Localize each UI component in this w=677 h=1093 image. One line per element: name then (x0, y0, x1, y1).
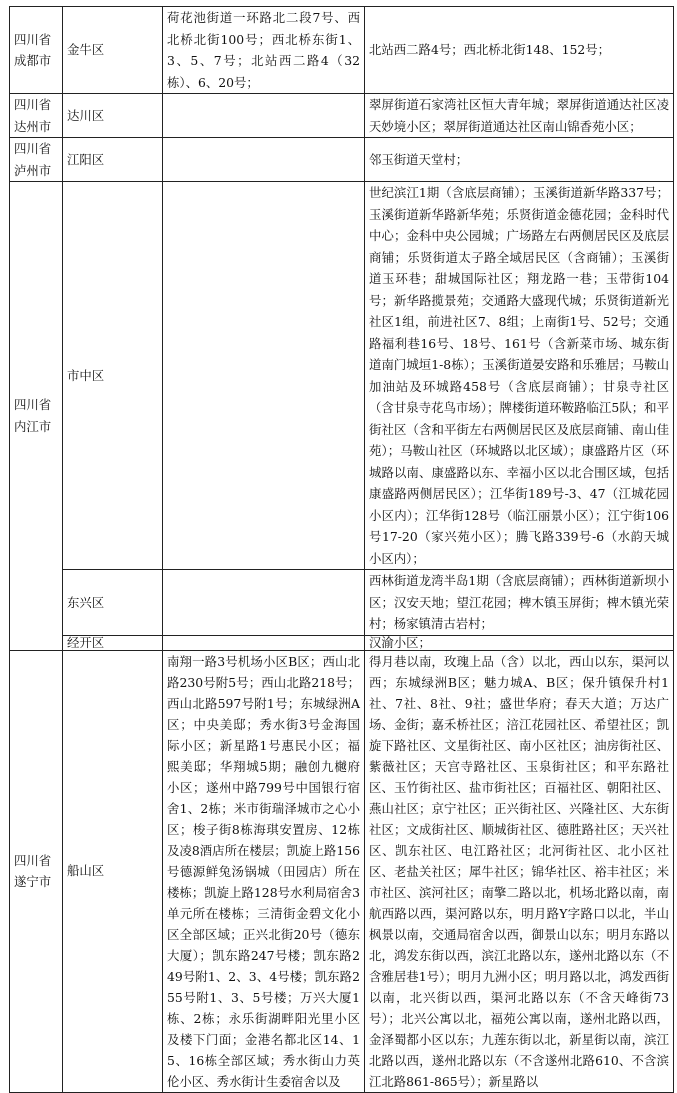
area-list-cell (163, 94, 365, 138)
province-text: 四川省遂宁市 (14, 852, 52, 889)
district-text: 达川区 (67, 107, 105, 123)
district-text: 金牛区 (67, 42, 105, 58)
district-cell (63, 182, 163, 570)
province-text: 四川省成都市 (14, 31, 52, 68)
district-cell (63, 138, 163, 182)
table-row (10, 94, 674, 138)
table-row (10, 650, 674, 1092)
district-text: 市中区 (67, 367, 105, 383)
area-list-cell (365, 182, 674, 570)
district-cell (63, 94, 163, 138)
table-row (10, 570, 674, 636)
area-list-cell (163, 570, 365, 636)
table-row (10, 7, 674, 94)
area-list-text: 世纪滨江1期（含底层商铺）；玉溪街道新华路337号；玉溪街道新华路新华苑；乐贤街道金德花园；金科时代中心；金科中央公园城；广场路左右两侧居民区及底层商铺；乐贤街道太子路全域居民区（含商铺）；玉溪街道玉环巷；甜城国际社区；翔龙路一巷；玉带街104号；新华路揽景苑；交通路大盛现代城；乐贤街道新光社区1组，前进社区7、8组；上南街1号、52号；交通路福利巷16号、18号、161号（含新菜市场、城东街道南门城垣1-8栋）；玉溪街道晏安路和乐雅居；马鞍山加油站及环城路458号（含底层商铺）；甘泉寺社区（含甘泉寺花鸟市场）；牌楼街道环鞍路临江5队；和平街社区（含和平街左右两侧居民区及底层商铺、南山佳苑）；马鞍山社区（环城路以北区域）；康盛路片区（环城路以南、康盛路以东、幸福小区以北合围区域，包括康盛路两侧居民区）；江华街189号-3、47（江城花园小区内）；江华街128号（临江丽景小区）；江宁街106号17-20（家兴苑小区）；腾飞路339号-6（水韵天城小区内）； (369, 185, 669, 566)
area-list-cell (365, 570, 674, 636)
province-cell (10, 94, 63, 138)
area-list-text: 西林街道龙湾半岛1期（含底层商铺）；西林街道新坝小区；汉安天地；望江花园；椑木镇玉屏街；椑木镇光荣村；杨家镇清古岩村； (369, 573, 669, 631)
district-cell (63, 7, 163, 94)
district-text: 江阳区 (67, 151, 105, 167)
area-list-cell (163, 138, 365, 182)
district-text: 经开区 (67, 634, 105, 650)
area-list-cell (365, 94, 674, 138)
area-list-cell (365, 635, 674, 650)
area-list-text: 邻玉街道天堂村； (369, 151, 469, 167)
district-cell (63, 650, 163, 1092)
area-list-cell (163, 7, 365, 94)
area-list-text: 翠屏街道石家湾社区恒大青年城；翠屏街道通达社区凌天妙境小区；翠屏街道通达社区南山锦香苑小区； (369, 97, 669, 134)
province-text: 四川省泸州市 (14, 141, 52, 178)
province-cell (10, 7, 63, 94)
district-cell (63, 635, 163, 650)
area-list-text: 北站西二路4号；西北桥北街148、152号； (369, 42, 611, 58)
district-cell (63, 570, 163, 636)
area-list-cell (365, 7, 674, 94)
area-list-text: 荷花池街道一环路北二段7号、西北桥北街100号；西北桥东街1、3、5、7号；北站西二路4（32栋）、6、20号； (167, 10, 360, 90)
district-text: 船山区 (67, 863, 105, 879)
province-cell (10, 138, 63, 182)
province-cell (10, 182, 63, 651)
area-list-cell (163, 635, 365, 650)
area-list-cell (163, 650, 365, 1092)
area-list-text: 南翔一路3号机场小区B区；西山北路230号附5号；西山北路218号；西山北路597号附1号；东城绿洲A区；中央美邸；秀水街3号金海国际小区；新星路1号惠民小区；福熙美邸；华翔城5期；融创九樾府小区；遂州中路799号中国银行宿舍1、2栋；米市街瑞泽城市之心小区；梭子街8栋海琪安置房、12栋及凌8酒店所在楼层；凯旋上路156号德源鲜兔汤锅城（田园店）所在楼栋；凯旋上路128号水利局宿舍3单元所在楼栋；三清街金碧文化小区全部区域；正兴北街20号（德东大厦）；凯东路247号楼；凯东路249号附1、2、3、4号楼；凯东路255号附1、3、5号楼；万兴大厦1栋、2栋；永乐街湖畔阳光里小区及楼下门面；金港名都北区14、15、16栋全部区域；秀水街山力英伦小区、秀水街计生委宿舍以及 (167, 653, 360, 1089)
area-table (9, 6, 674, 1093)
area-list-cell (163, 182, 365, 570)
district-text: 东兴区 (67, 594, 105, 610)
province-text: 四川省达州市 (14, 97, 52, 134)
province-text: 四川省内江市 (14, 397, 52, 434)
area-list-cell (365, 650, 674, 1092)
table-row (10, 635, 674, 650)
area-list-cell (365, 138, 674, 182)
area-list-text: 汉渝小区； (369, 634, 431, 650)
area-list-text: 得月巷以南，玫瑰上品（含）以北，西山以东，渠河以西；东城绿洲B区；魅力城A、B区；保升镇保升村1社、7社、8社、9社；盛世华府；春天大道；万达广场、金街；嘉禾桥社区；涪江花园社区、希望社区；凯旋下路社区、文星街社区、南小区社区；油房街社区、紫薇社区；天宫寺路社区、玉泉街社区；和平东路社区、玉竹街社区、盐市街社区；百福社区、朝阳社区、燕山社区；京宁社区；正兴街社区、兴隆社区、大东街社区；文成街社区、顺城街社区、德胜路社区；天兴社区、凯东社区、电江路社区；北河街社区、北小区社区、老盐关社区；犀牛社区；锦华社区、裕丰社区；米市社区、滨河社区；南擎二路以北，机场北路以南，南航西路以西，渠河路以东，明月路Y字路口以北，半山枫景以南，交通局宿舍以西，御景山以东；明月东路以北，鸿发东街以西，滨江北路以东，遂州北路以东（不含雅居巷1号）；明月九洲小区；明月路以北，鸿发西街以南，北兴街以西，渠河北路以东（不含天峰街73号）；北兴公寓以北，福苑公寓以南，遂州北路以西，金泽蜀都小区以东；九莲东街以北，新星街以南，滨江北路以西，遂州北路以东（不含遂州北路610、不含滨江北路861-865号）；新星路以 (369, 653, 669, 1089)
table-row (10, 182, 674, 570)
table-row (10, 138, 674, 182)
province-cell (10, 650, 63, 1092)
